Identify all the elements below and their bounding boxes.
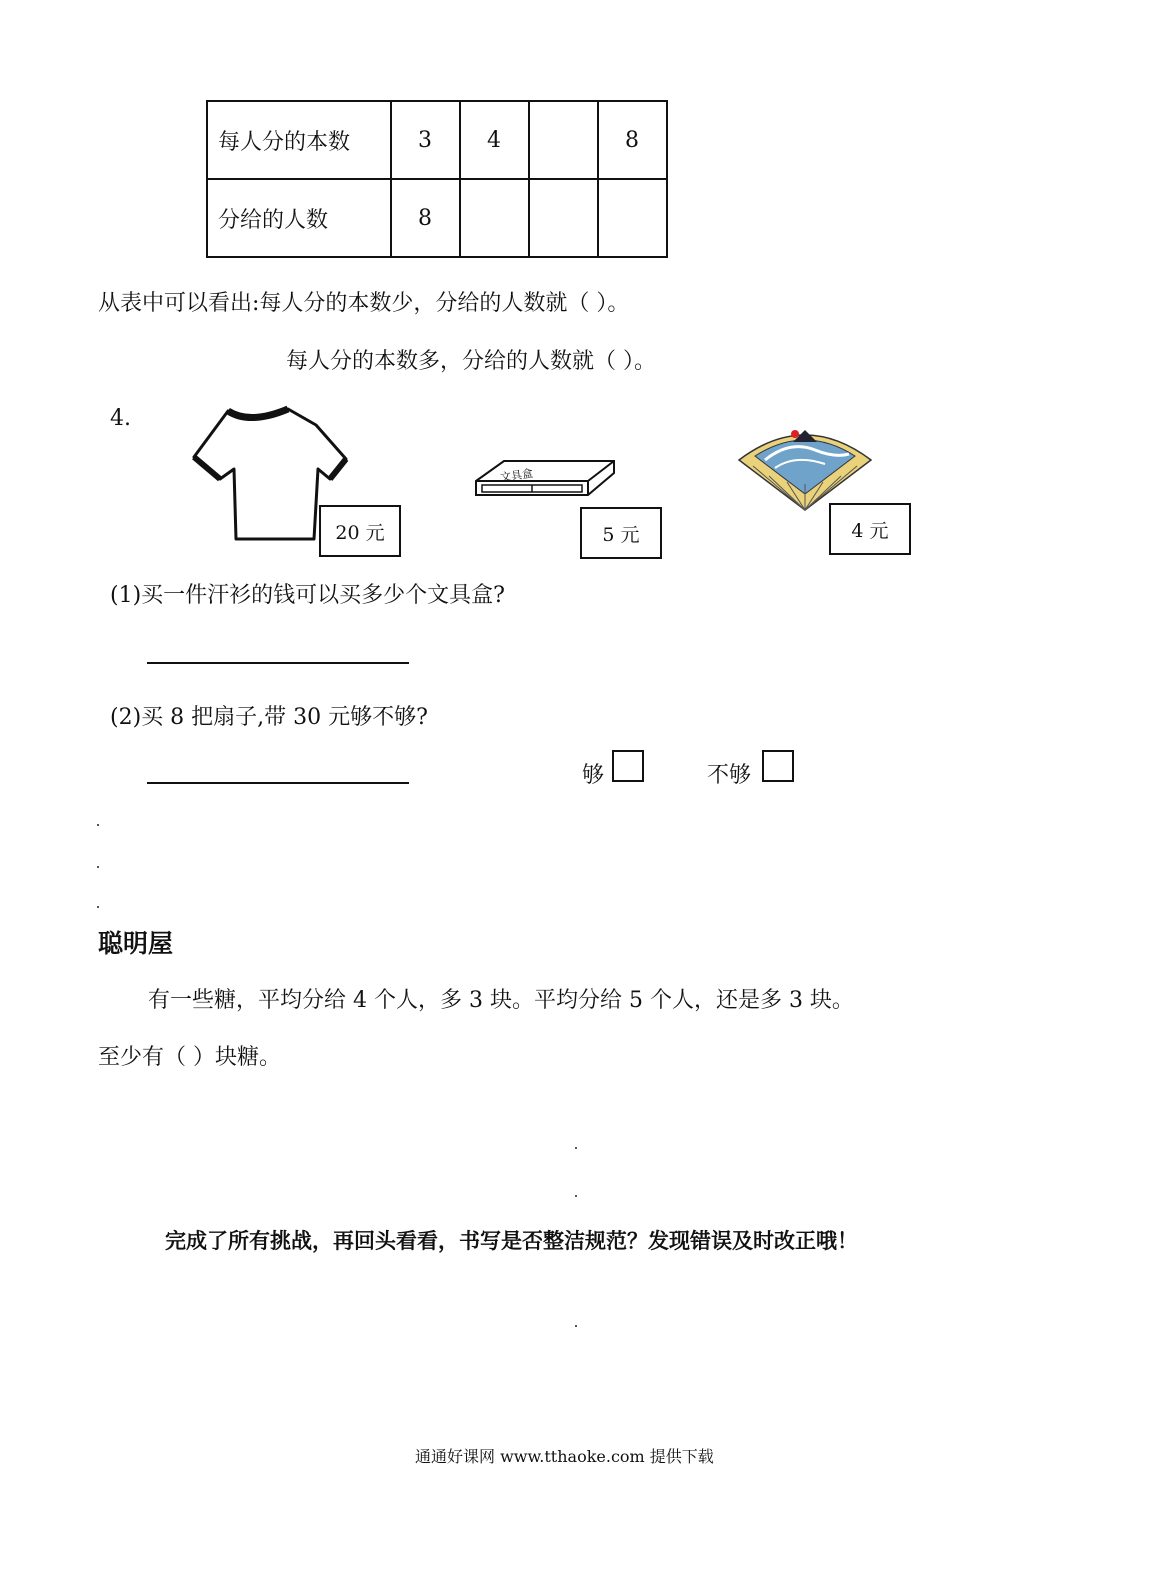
pencil-box-label: 文具盒 — [499, 466, 534, 485]
conclusion-line-1: 从表中可以看出:每人分的本数少，分给的人数就（ ）。 — [98, 291, 630, 316]
stray-dot — [575, 1147, 577, 1149]
table-cell: 8 — [598, 101, 667, 179]
footer-text: 通通好课网 www.tthaoke.com 提供下载 — [415, 1447, 714, 1466]
shirt-price: 20 元 — [319, 505, 401, 557]
not-enough-checkbox[interactable] — [762, 750, 794, 782]
puzzle-line-1: 有一些糖，平均分给 4 个人，多 3 块。平均分给 5 个人，还是多 3 块。 — [148, 988, 854, 1013]
answer-line-2[interactable] — [147, 782, 409, 784]
table-cell — [529, 179, 598, 257]
table-cell — [598, 179, 667, 257]
enough-label: 够 — [582, 763, 605, 788]
table-cell — [529, 101, 598, 179]
answer-line-1[interactable] — [147, 662, 409, 664]
sub-question-2: (2)买 8 把扇子,带 30 元够不够? — [110, 705, 428, 730]
stray-dot — [97, 866, 99, 868]
stray-dot — [575, 1195, 577, 1197]
fan-price: 4 元 — [829, 503, 911, 555]
closing-message: 完成了所有挑战，再回头看看，书写是否整洁规范？发现错误及时改正哦！ — [165, 1229, 858, 1253]
enough-checkbox[interactable] — [612, 750, 644, 782]
table-cell — [460, 179, 529, 257]
question-number: 4. — [110, 406, 131, 431]
table-row — [207, 179, 667, 257]
table-row — [207, 101, 667, 179]
puzzle-line-2: 至少有（ ）块糖。 — [98, 1045, 281, 1070]
stray-dot — [575, 1325, 577, 1327]
table-cell: 3 — [391, 101, 460, 179]
row-header: 每人分的本数 — [207, 101, 391, 179]
stray-dot — [97, 824, 99, 826]
table-cell: 4 — [460, 101, 529, 179]
stray-dot — [97, 906, 99, 908]
not-enough-label: 不够 — [707, 763, 752, 788]
section-title: 聪明屋 — [98, 929, 174, 958]
sub-question-1: (1)买一件汗衫的钱可以买多少个文具盒? — [110, 583, 505, 608]
row-header: 分给的人数 — [207, 179, 391, 257]
table-cell: 8 — [391, 179, 460, 257]
pencil-box-price: 5 元 — [580, 507, 662, 559]
books-table — [206, 100, 668, 258]
conclusion-line-2: 每人分的本数多，分给的人数就（ ）。 — [286, 349, 656, 374]
fan-icon — [735, 420, 875, 512]
